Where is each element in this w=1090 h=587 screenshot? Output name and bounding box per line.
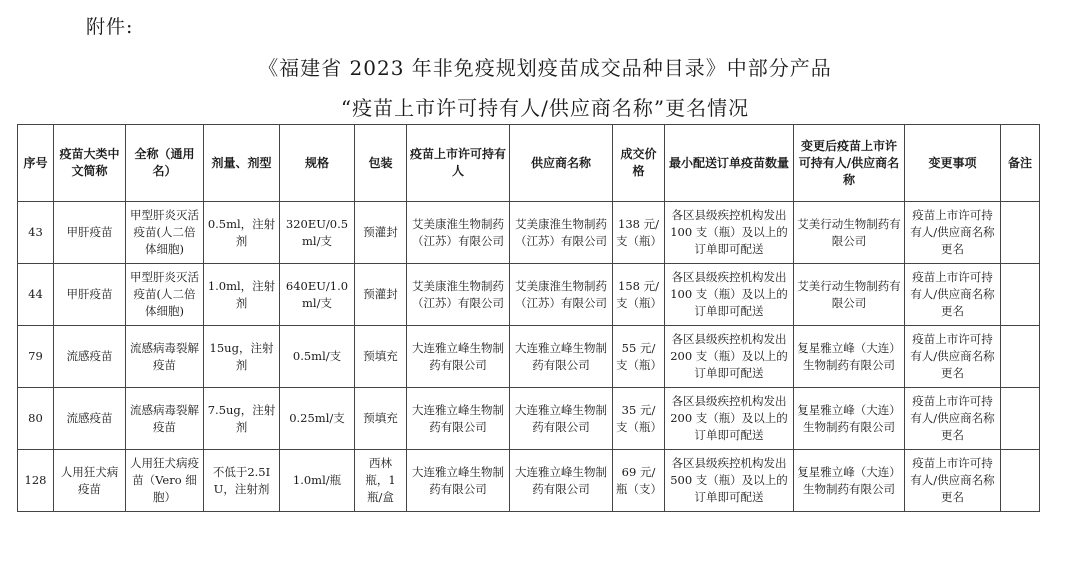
col-header-dosage: 剂量、剂型 — [204, 125, 280, 202]
cell-price: 158 元/支（瓶） — [613, 264, 665, 326]
cell-package: 预灌封 — [355, 264, 407, 326]
cell-package: 预填充 — [355, 388, 407, 450]
cell-new-name: 复星雅立峰（大连）生物制药有限公司 — [794, 388, 905, 450]
col-header-min-order: 最小配送订单疫苗数量 — [665, 125, 794, 202]
vaccine-rename-table — [17, 124, 1040, 512]
cell-category: 人用狂犬病疫苗 — [54, 450, 126, 512]
cell-full-name: 甲型肝炎灭活疫苗(人二倍体细胞) — [126, 264, 204, 326]
cell-min-order: 各区县级疾控机构发出100 支（瓶）及以上的订单即可配送 — [665, 264, 794, 326]
cell-dosage: 7.5ug，注射剂 — [204, 388, 280, 450]
cell-change: 疫苗上市许可持有人/供应商名称更名 — [905, 388, 1001, 450]
cell-supplier: 大连雅立峰生物制药有限公司 — [510, 450, 613, 512]
cell-change: 疫苗上市许可持有人/供应商名称更名 — [905, 264, 1001, 326]
cell-supplier: 艾美康淮生物制药（江苏）有限公司 — [510, 264, 613, 326]
cell-price: 138 元/支（瓶） — [613, 202, 665, 264]
col-header-no: 序号 — [18, 125, 54, 202]
cell-remark — [1001, 388, 1040, 450]
cell-full-name: 流感病毒裂解疫苗 — [126, 326, 204, 388]
cell-new-name: 艾美行动生物制药有限公司 — [794, 264, 905, 326]
cell-new-name: 复星雅立峰（大连）生物制药有限公司 — [794, 450, 905, 512]
cell-full-name: 人用狂犬病疫苗（Vero 细胞） — [126, 450, 204, 512]
cell-category: 甲肝疫苗 — [54, 202, 126, 264]
cell-holder: 大连雅立峰生物制药有限公司 — [407, 388, 510, 450]
attachment-label: 附件: — [86, 16, 134, 38]
cell-min-order: 各区县级疾控机构发出100 支（瓶）及以上的订单即可配送 — [665, 202, 794, 264]
cell-supplier: 大连雅立峰生物制药有限公司 — [510, 388, 613, 450]
cell-min-order: 各区县级疾控机构发出200 支（瓶）及以上的订单即可配送 — [665, 388, 794, 450]
cell-price: 69 元/瓶（支） — [613, 450, 665, 512]
cell-remark — [1001, 326, 1040, 388]
col-header-price: 成交价格 — [613, 125, 665, 202]
cell-package: 西林瓶，1瓶/盒 — [355, 450, 407, 512]
cell-dosage: 0.5ml，注射剂 — [204, 202, 280, 264]
col-header-holder: 疫苗上市许可持有人 — [407, 125, 510, 202]
cell-category: 甲肝疫苗 — [54, 264, 126, 326]
cell-spec: 0.25ml/支 — [280, 388, 355, 450]
col-header-supplier: 供应商名称 — [510, 125, 613, 202]
col-header-category: 疫苗大类中文简称 — [54, 125, 126, 202]
cell-holder: 大连雅立峰生物制药有限公司 — [407, 450, 510, 512]
cell-dosage: 1.0ml，注射剂 — [204, 264, 280, 326]
col-header-spec: 规格 — [280, 125, 355, 202]
cell-remark — [1001, 450, 1040, 512]
cell-new-name: 复星雅立峰（大连）生物制药有限公司 — [794, 326, 905, 388]
cell-category: 流感疫苗 — [54, 326, 126, 388]
cell-full-name: 流感病毒裂解疫苗 — [126, 388, 204, 450]
table-row — [18, 264, 1040, 326]
table-row — [18, 202, 1040, 264]
col-header-full-name: 全称（通用名） — [126, 125, 204, 202]
table-header-row — [18, 125, 1040, 202]
cell-no: 79 — [18, 326, 54, 388]
cell-spec: 320EU/0.5ml/支 — [280, 202, 355, 264]
cell-spec: 0.5ml/支 — [280, 326, 355, 388]
document-subtitle: “疫苗上市许可持有人/供应商名称”更名情况 — [340, 96, 750, 120]
col-header-remark: 备注 — [1001, 125, 1040, 202]
table-row — [18, 388, 1040, 450]
cell-no: 43 — [18, 202, 54, 264]
cell-dosage: 15ug，注射剂 — [204, 326, 280, 388]
cell-supplier: 艾美康淮生物制药（江苏）有限公司 — [510, 202, 613, 264]
cell-min-order: 各区县级疾控机构发出500 支（瓶）及以上的订单即可配送 — [665, 450, 794, 512]
cell-price: 55 元/支（瓶） — [613, 326, 665, 388]
cell-supplier: 大连雅立峰生物制药有限公司 — [510, 326, 613, 388]
cell-category: 流感疫苗 — [54, 388, 126, 450]
cell-remark — [1001, 264, 1040, 326]
cell-no: 80 — [18, 388, 54, 450]
cell-change: 疫苗上市许可持有人/供应商名称更名 — [905, 450, 1001, 512]
cell-holder: 艾美康淮生物制药（江苏）有限公司 — [407, 202, 510, 264]
col-header-new-name: 变更后疫苗上市许可持有人/供应商名称 — [794, 125, 905, 202]
cell-full-name: 甲型肝炎灭活疫苗(人二倍体细胞) — [126, 202, 204, 264]
cell-change: 疫苗上市许可持有人/供应商名称更名 — [905, 326, 1001, 388]
cell-price: 35 元/支（瓶） — [613, 388, 665, 450]
cell-no: 44 — [18, 264, 54, 326]
cell-no: 128 — [18, 450, 54, 512]
cell-holder: 艾美康淮生物制药（江苏）有限公司 — [407, 264, 510, 326]
col-header-change: 变更事项 — [905, 125, 1001, 202]
cell-new-name: 艾美行动生物制药有限公司 — [794, 202, 905, 264]
col-header-package: 包装 — [355, 125, 407, 202]
cell-spec: 1.0ml/瓶 — [280, 450, 355, 512]
cell-package: 预填充 — [355, 326, 407, 388]
cell-holder: 大连雅立峰生物制药有限公司 — [407, 326, 510, 388]
cell-remark — [1001, 202, 1040, 264]
cell-dosage: 不低于2.5IU，注射剂 — [204, 450, 280, 512]
table-row — [18, 450, 1040, 512]
cell-change: 疫苗上市许可持有人/供应商名称更名 — [905, 202, 1001, 264]
cell-min-order: 各区县级疾控机构发出200 支（瓶）及以上的订单即可配送 — [665, 326, 794, 388]
table-row — [18, 326, 1040, 388]
cell-package: 预灌封 — [355, 202, 407, 264]
cell-spec: 640EU/1.0ml/支 — [280, 264, 355, 326]
document-title: 《福建省 2023 年非免疫规划疫苗成交品种目录》中部分产品 — [258, 56, 832, 80]
